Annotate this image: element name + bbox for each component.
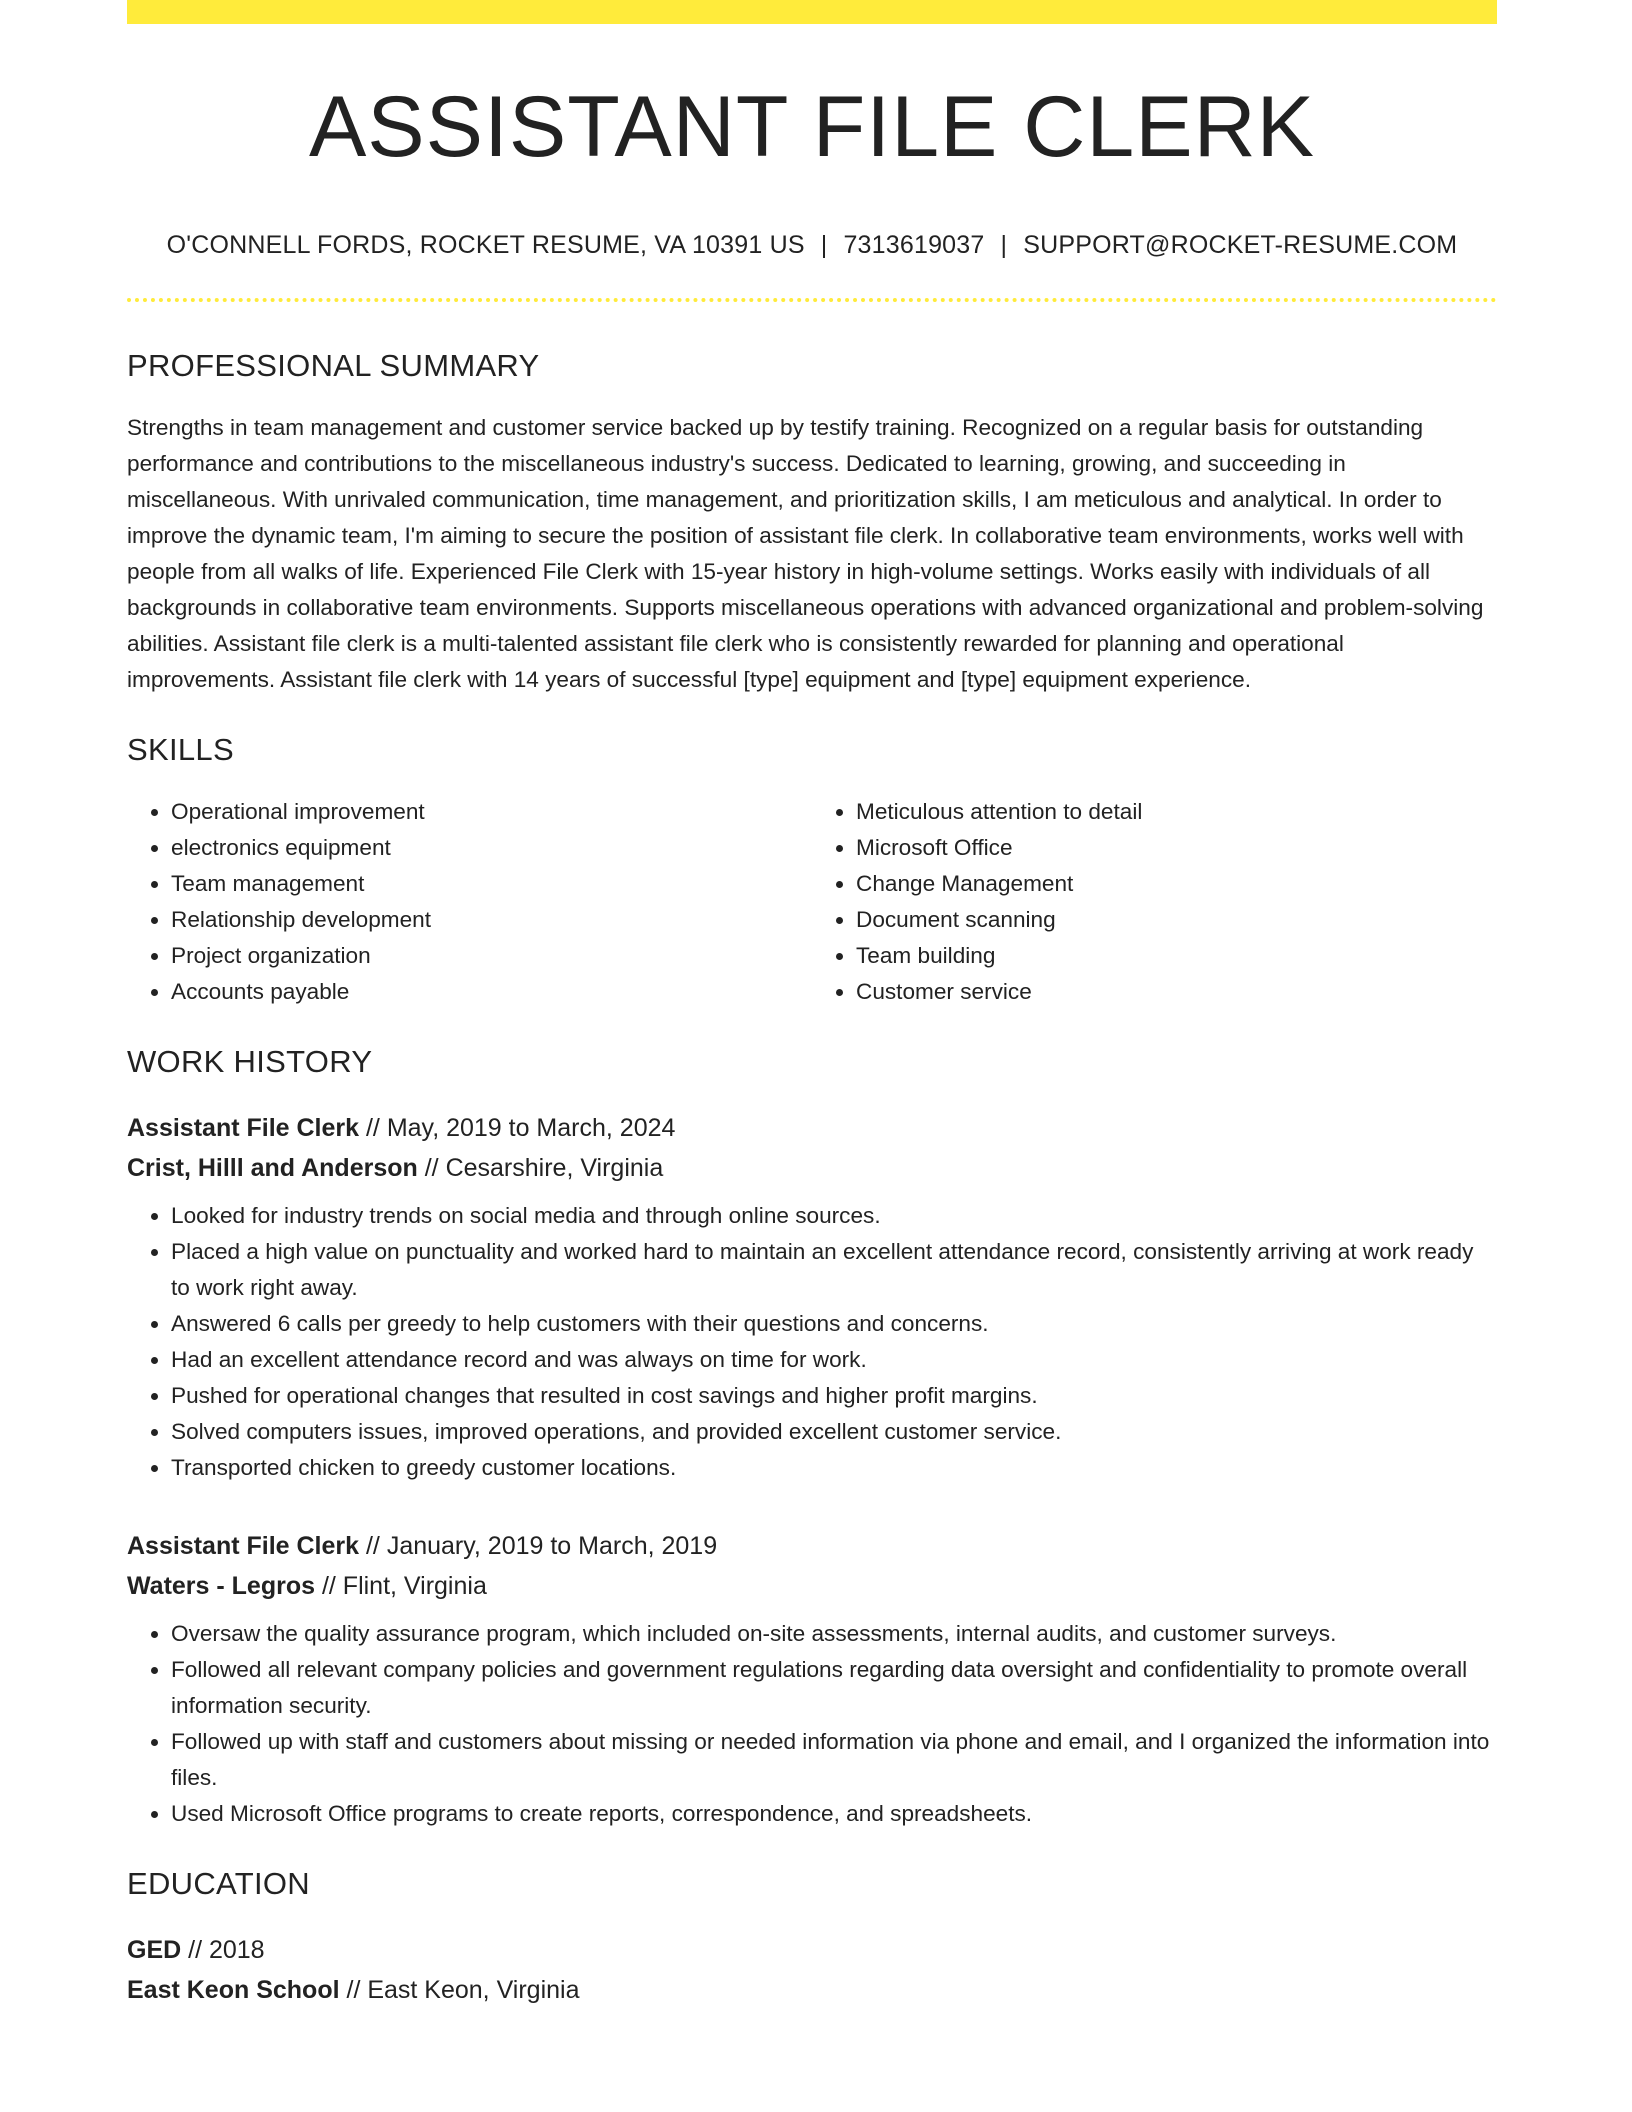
skill-item: • Customer service (856, 974, 1497, 1010)
job-bullet: • Oversaw the quality assurance program, which included on-site assessments, internal audits, and customer surveys. (171, 1616, 1497, 1652)
education-heading: EDUCATION (127, 1865, 310, 1901)
education-degree-line (127, 1930, 1497, 1970)
education-location: // East Keon, Virginia (339, 1975, 580, 2004)
job-bullet: • Placed a high value on punctuality and worked hard to maintain an excellent attendance record, consistently arriving at work ready to work right away. (171, 1234, 1497, 1306)
skills-column-left (127, 794, 812, 1010)
candidate-name: ASSISTANT FILE CLERK (308, 79, 1316, 175)
contact-separator: | (820, 230, 828, 259)
accent-top-bar (127, 0, 1497, 24)
education-entry (127, 1930, 1497, 2010)
skill-item: • Accounts payable (171, 974, 812, 1010)
skills-column-right (812, 794, 1497, 1010)
education-year: // 2018 (181, 1935, 265, 1964)
job-bullet: • Looked for industry trends on social media and through online sources. (171, 1198, 1497, 1234)
job-entry (127, 1108, 1497, 1486)
contact-separator: | (1000, 230, 1008, 259)
skills-list (127, 794, 1497, 1010)
resume-page (127, 0, 1497, 2010)
job-bullet: • Followed all relevant company policies and government regulations regarding data oversight and confidentiality to promote overall information security. (171, 1652, 1497, 1724)
job-location: // Flint, Virginia (315, 1571, 487, 1600)
job-company-line (127, 1148, 1497, 1188)
contact-phone: 7313619037 (843, 230, 985, 259)
job-bullet: • Transported chicken to greedy customer locations. (171, 1450, 1497, 1486)
job-bullet: • Solved computers issues, improved operations, and provided excellent customer service. (171, 1414, 1497, 1450)
contact-email: SUPPORT@ROCKET-RESUME.COM (1023, 230, 1458, 259)
job-title-line (127, 1108, 1497, 1148)
job-role: Assistant File Clerk (127, 1113, 360, 1142)
job-bullet-list (127, 1198, 1497, 1486)
skill-item: • Change Management (856, 866, 1497, 902)
education-school-line (127, 1970, 1497, 2010)
job-location: // Cesarshire, Virginia (417, 1153, 664, 1182)
summary-heading: PROFESSIONAL SUMMARY (127, 347, 540, 383)
job-company-line (127, 1566, 1497, 1606)
skill-item: • Document scanning (856, 902, 1497, 938)
job-dates: // May, 2019 to March, 2024 (359, 1113, 676, 1142)
contact-address: O'CONNELL FORDS, ROCKET RESUME, VA 10391 US (166, 230, 805, 259)
skill-item: • Team management (171, 866, 812, 902)
job-dates: // January, 2019 to March, 2019 (359, 1531, 718, 1560)
skill-item: • Operational improvement (171, 794, 812, 830)
skill-item: • Project organization (171, 938, 812, 974)
job-title-line (127, 1526, 1497, 1566)
work-history-heading: WORK HISTORY (127, 1043, 373, 1079)
skill-item: • Meticulous attention to detail (856, 794, 1497, 830)
job-bullet: • Followed up with staff and customers about missing or needed information via phone and email, and I organized the information into files. (171, 1724, 1497, 1796)
skill-item: • Microsoft Office (856, 830, 1497, 866)
education-degree: GED (127, 1935, 182, 1964)
education-school: East Keon School (127, 1975, 340, 2004)
job-company: Waters - Legros (127, 1571, 316, 1600)
job-bullet-list (127, 1616, 1497, 1832)
contact-line (127, 231, 1497, 260)
skill-item: • Relationship development (171, 902, 812, 938)
job-bullet: • Had an excellent attendance record and was always on time for work. (171, 1342, 1497, 1378)
skill-item: • Team building (856, 938, 1497, 974)
job-company: Crist, Hilll and Anderson (127, 1153, 418, 1182)
job-bullet: • Pushed for operational changes that resulted in cost savings and higher profit margins. (171, 1378, 1497, 1414)
job-bullet: • Answered 6 calls per greedy to help customers with their questions and concerns. (171, 1306, 1497, 1342)
summary-text: Strengths in team management and customer service backed up by testify training. Recognized on a regular basis for outstanding performance and contributions to the miscellaneous industry's success. Dedicated to learning, growing, and succeeding in miscellaneous. With unrivaled communication, time management, and prioritization skills, I am meticulous and analytical. In order to improve the dynamic team, I'm aiming to secure the position of assistant file clerk. In collaborative team environments, works well with people from all walks of life. Experienced File Clerk with 15-year history in high-volume settings. Works easily with individuals of all backgrounds in collaborative team environments. Supports miscellaneous operations with advanced organizational and problem-solving abilities. Assistant file clerk is a multi-talented assistant file clerk who is consistently rewarded for planning and operational improvements. Assistant file clerk with 14 years of successful [type] equipment and [type] equipment experience. (127, 414, 1484, 692)
dotted-divider (127, 298, 1497, 302)
job-role: Assistant File Clerk (127, 1531, 360, 1560)
skill-item: • electronics equipment (171, 830, 812, 866)
skills-heading: SKILLS (127, 731, 234, 767)
job-entry (127, 1526, 1497, 1832)
job-bullet: • Used Microsoft Office programs to create reports, correspondence, and spreadsheets. (171, 1796, 1497, 1832)
